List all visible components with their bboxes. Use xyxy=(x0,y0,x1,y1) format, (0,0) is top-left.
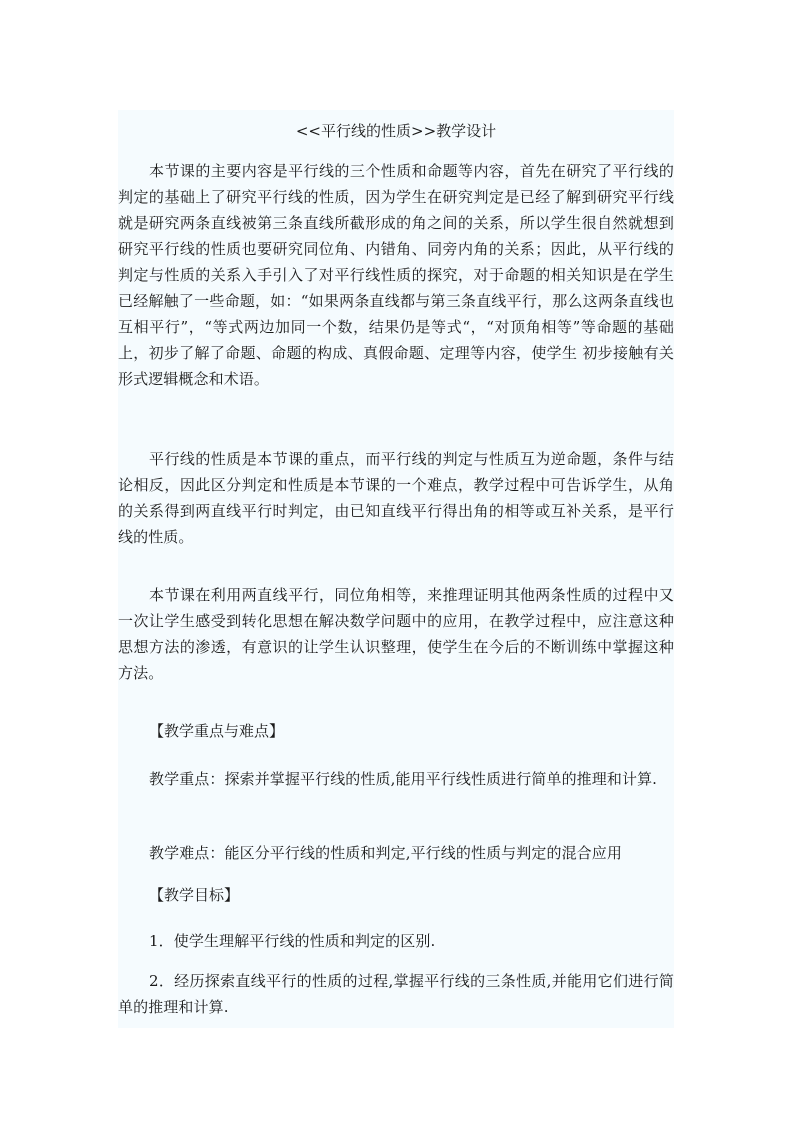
document-page xyxy=(118,110,674,1028)
key-point-text: 教学重点：探索并掌握平行线的性质,能用平行线性质进行简单的推理和计算. xyxy=(149,770,658,788)
intro-paragraph: 本节课的主要内容是平行线的三个性质和命题等内容，首先在研究了平行线的判定的基础上了研究平行线的性质，因为学生在研究判定是已经了解到研究平行线就是研究两条直线被第三条直线所截形成的角之间的关系，所以学生很自然就想到研究平行线的性质也要研究同位角、内错角、同旁内角的关系；因此，从平行线的判定与性质的关系入手引入了对平行线性质的探究，对于命题的相关知识是在学生已经解触了一些命题，如：“如果两条直线都与第三条直线平行，那么这两条直线也互相平行”，“等式两边加同一个数，结果仍是等式“，“对顶角相等”等命题的基础上，初步了解了命题、命题的构成、真假命题、定理等内容，使学生 初步接触有关形式逻辑概念和术语。 xyxy=(118,162,674,388)
key-difficulty-paragraph: 平行线的性质是本节课的重点，而平行线的判定与性质互为逆命题，条件与结论相反，因此区分判定和性质是本节课的一个难点，教学过程中可告诉学生，从角的关系得到两直线平行时判定，由已知直线平行得出角的相等或互补关系，是平行线的性质。 xyxy=(118,450,674,546)
method-paragraph: 本节课在利用两直线平行，同位角相等，来推理证明其他两条性质的过程中又一次让学生感受到转化思想在解决数学问题中的应用，在教学过程中，应注意这种思想方法的渗透，有意识的让学生认识整理，使学生在今后的不断训练中掌握这种方法。 xyxy=(118,586,674,682)
objective-item-1: 1．使学生理解平行线的性质和判定的区别. xyxy=(149,932,436,950)
objective-item-2: 2．经历探索直线平行的性质的过程,掌握平行线的三条性质,并能用它们进行简单的推理和计算. xyxy=(118,972,674,1016)
document-title: <<平行线的性质>>教学设计 xyxy=(295,122,497,140)
difficult-point-text: 教学难点：能区分平行线的性质和判定,平行线的性质与判定的混合应用 xyxy=(149,844,622,862)
objectives-heading: 【教学目标】 xyxy=(149,886,240,904)
key-points-heading: 【教学重点与难点】 xyxy=(149,722,285,740)
